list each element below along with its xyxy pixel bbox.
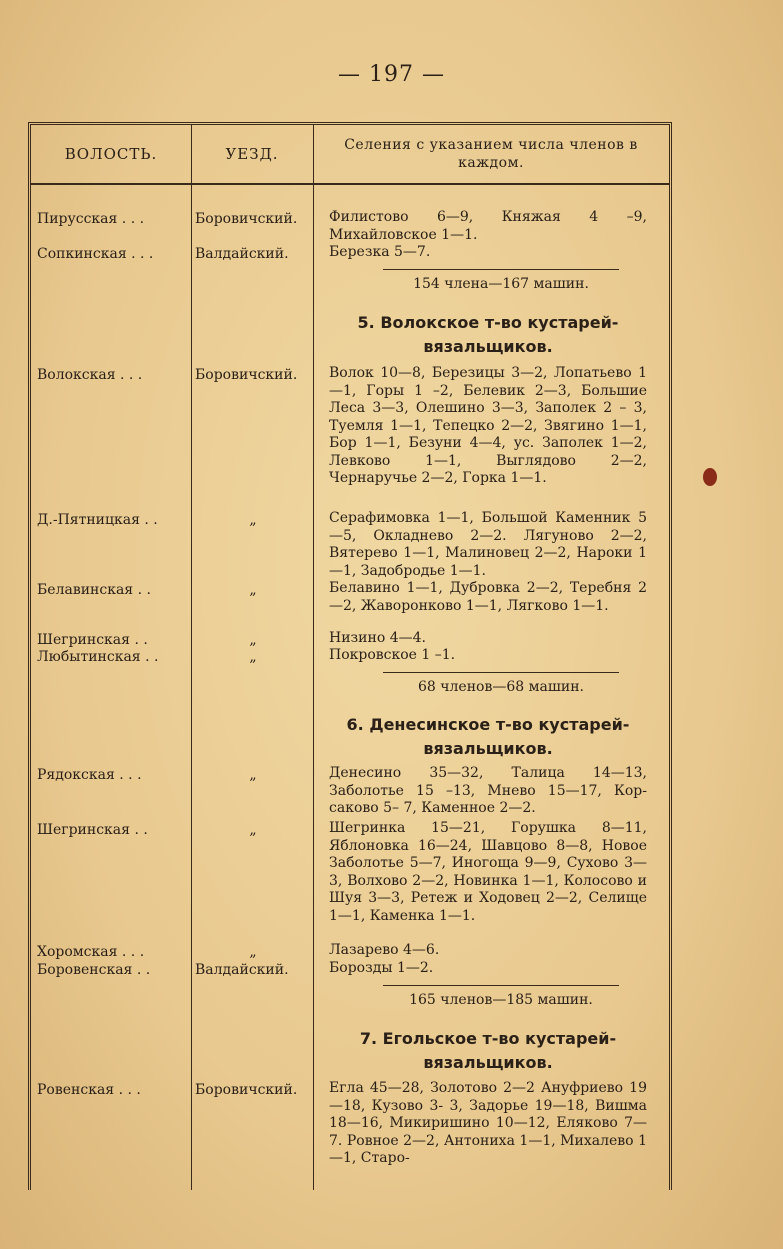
register-table bbox=[28, 122, 672, 1190]
uezd-cell: Боровичский. bbox=[195, 1082, 298, 1098]
volost-cell: Рядокская . . . bbox=[37, 767, 142, 783]
volost-cell: Волокская . . . bbox=[37, 367, 143, 383]
uezd-cell: „ bbox=[249, 944, 257, 960]
uezd-cell: „ bbox=[249, 582, 257, 598]
section-total: 154 члена—167 машин. bbox=[383, 269, 619, 292]
header-rule bbox=[31, 183, 669, 185]
uezd-cell: „ bbox=[249, 767, 257, 783]
villages-cell: Шегринка 15—21, Горушка 8—11, Яблоновка 16—24, Шавцово 8—8, Новое Заболотье 5—7, Иногоща 9—9, Сухово 3—3, Волхово 2—2, Новинка 1—1, Колосово и Шуя 3—3, Ретеж и Ходовец 2—2, Селище 1—1, Каменка 1—1. bbox=[329, 820, 647, 924]
volost-cell: Шегринская . . bbox=[37, 822, 148, 838]
volost-cell: Боровенская . . bbox=[37, 962, 151, 978]
section-total: 68 членов—68 машин. bbox=[383, 672, 619, 695]
villages-cell: Серафимовка 1—1, Большой Каменник 5—5, Окладнево 2—2. Лягуново 2—2, Вятерево 1—1, Малиновец 2—2, Нароки 1—1, Задобродье 1—1. bbox=[329, 510, 647, 579]
volost-cell: Белавинская . . bbox=[37, 582, 151, 598]
uezd-cell: „ bbox=[249, 822, 257, 838]
section-heading: 5. Волокское т-во кустарей-вязальщиков. bbox=[357, 313, 619, 356]
header-volost: ВОЛОСТЬ. bbox=[64, 145, 158, 163]
volost-cell: Шегринская . . bbox=[37, 632, 148, 648]
uezd-cell: Боровичский. bbox=[195, 211, 298, 227]
villages-cell: Березка 5—7. bbox=[329, 244, 431, 260]
header-uezd: УЕЗД. bbox=[225, 145, 279, 163]
uezd-cell: „ bbox=[249, 512, 257, 528]
section-heading: 6. Денесинское т-во кустарей-вязальщиков. bbox=[346, 715, 630, 758]
uezd-cell: Валдайский. bbox=[195, 962, 289, 978]
villages-cell: Лазарево 4—6. bbox=[329, 942, 440, 958]
villages-cell: Филистово 6—9, Княжая 4 –9, Михайловское 1—1. bbox=[329, 209, 647, 243]
ink-blot bbox=[703, 468, 717, 486]
volost-cell: Пирусская . . . bbox=[37, 211, 145, 227]
uezd-cell: Боровичский. bbox=[195, 367, 298, 383]
volost-cell: Сопкинская . . . bbox=[37, 246, 154, 262]
villages-cell: Белавино 1—1, Дубровка 2—2, Теребня 2—2, Жаворонково 1—1, Лягково 1—1. bbox=[329, 580, 647, 614]
volost-cell: Любытинская . . bbox=[37, 649, 159, 665]
volost-cell: Хоромская . . . bbox=[37, 944, 145, 960]
uezd-cell: „ bbox=[249, 649, 257, 665]
header-villages: Селения с указанием числа членов в каждом. bbox=[344, 137, 638, 171]
villages-cell: Егла 45—28, Золотово 2—2 Ануфриево 19—18, Кузово 3- 3, Задорье 19—18, Вишма 18—16, Микиришино 10—12, Еляково 7—7. Ровное 2—2, Антониха 1—1, Михалево 1—1, Старо- bbox=[329, 1080, 647, 1166]
volost-cell: Д.-Пятницкая . . bbox=[37, 512, 158, 528]
uezd-cell: „ bbox=[249, 632, 257, 648]
volost-cell: Ровенская . . . bbox=[37, 1082, 141, 1098]
column-divider bbox=[191, 125, 192, 1190]
section-total: 165 членов—185 машин. bbox=[383, 985, 619, 1008]
villages-cell: Волок 10—8, Березицы 3—2, Лопатьево 1—1, Горы 1 –2, Белевик 2—3, Большие Леса 3—3, Олешино 3—3, Заполек 2 – 3, Туемля 1—1, Тепецко 2—2, Звягино 1—1, Бор 1—1, Безуни 4—4, ус. Заполек 1—2, Левково 1—1, Выглядово 2—2, Чернаручье 2—2, Горка 1—1. bbox=[329, 365, 647, 486]
villages-cell: Покровское 1 –1. bbox=[329, 647, 456, 663]
villages-cell: Борозды 1—2. bbox=[329, 960, 434, 976]
section-heading: 7. Егольское т-во кустарей-вязальщиков. bbox=[359, 1029, 617, 1072]
villages-cell: Денесино 35—32, Талица 14—13, Заболотье 15 –13, Мнево 15—17, Корсаково 5– 7, Каменное 2—2. bbox=[329, 765, 647, 816]
page-number: — 197 — bbox=[338, 62, 445, 87]
uezd-cell: Валдайский. bbox=[195, 246, 289, 262]
column-divider bbox=[313, 125, 314, 1190]
villages-cell: Низино 4—4. bbox=[329, 630, 426, 646]
